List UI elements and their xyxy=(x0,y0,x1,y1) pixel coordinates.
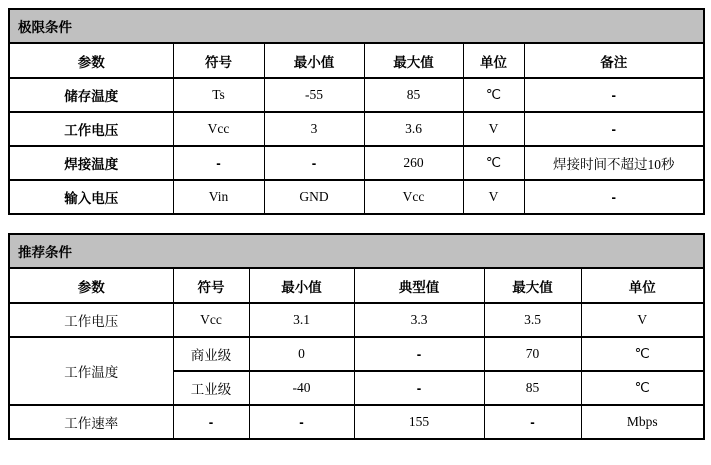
note-cell: - xyxy=(524,78,704,112)
max-cell: 3.6 xyxy=(364,112,463,146)
note-cell: - xyxy=(524,180,704,214)
min-cell: 3 xyxy=(264,112,364,146)
unit-cell: ℃ xyxy=(581,371,704,405)
col-header-note: 备注 xyxy=(524,43,704,78)
typ-cell: - xyxy=(354,337,484,371)
col-header-typ: 典型值 xyxy=(354,268,484,303)
typ-cell: 3.3 xyxy=(354,303,484,337)
col-header-max: 最大值 xyxy=(484,268,581,303)
col-header-param: 参数 xyxy=(9,43,173,78)
unit-cell: ℃ xyxy=(581,337,704,371)
param-cell: 工作电压 xyxy=(9,303,173,337)
param-cell: 焊接温度 xyxy=(9,146,173,180)
typ-cell: 155 xyxy=(354,405,484,439)
param-cell: 工作速率 xyxy=(9,405,173,439)
symbol-cell: Vcc xyxy=(173,112,264,146)
col-header-symbol: 符号 xyxy=(173,43,264,78)
col-header-param: 参数 xyxy=(9,268,173,303)
table-row xyxy=(9,303,704,337)
table-row xyxy=(9,78,704,112)
col-header-unit: 单位 xyxy=(463,43,524,78)
min-cell: 3.1 xyxy=(249,303,354,337)
grade-cell: 工业级 xyxy=(173,371,249,405)
symbol-cell: Vcc xyxy=(173,303,249,337)
max-cell: 260 xyxy=(364,146,463,180)
unit-cell: V xyxy=(463,112,524,146)
table-title-row xyxy=(9,9,704,43)
max-cell: 3.5 xyxy=(484,303,581,337)
param-cell: 输入电压 xyxy=(9,180,173,214)
note-cell: - xyxy=(524,112,704,146)
max-cell: Vcc xyxy=(364,180,463,214)
unit-cell: ℃ xyxy=(463,146,524,180)
symbol-cell: - xyxy=(173,405,249,439)
table-row xyxy=(9,180,704,214)
min-cell: 0 xyxy=(249,337,354,371)
max-cell: - xyxy=(484,405,581,439)
symbol-cell: Ts xyxy=(173,78,264,112)
unit-cell: ℃ xyxy=(463,78,524,112)
max-cell: 70 xyxy=(484,337,581,371)
table-title-row xyxy=(9,234,704,268)
grade-cell: 商业级 xyxy=(173,337,249,371)
unit-cell: V xyxy=(463,180,524,214)
table-row xyxy=(9,146,704,180)
col-header-unit: 单位 xyxy=(581,268,704,303)
max-cell: 85 xyxy=(484,371,581,405)
param-cell: 储存温度 xyxy=(9,78,173,112)
col-header-max: 最大值 xyxy=(364,43,463,78)
limit-conditions-table xyxy=(8,8,705,215)
table-row xyxy=(9,337,704,371)
unit-cell: V xyxy=(581,303,704,337)
param-cell: 工作电压 xyxy=(9,112,173,146)
table-row xyxy=(9,405,704,439)
min-cell: - xyxy=(249,405,354,439)
symbol-cell: Vin xyxy=(173,180,264,214)
min-cell: - xyxy=(264,146,364,180)
unit-cell: Mbps xyxy=(581,405,704,439)
typ-cell: - xyxy=(354,371,484,405)
min-cell: -55 xyxy=(264,78,364,112)
symbol-cell: - xyxy=(173,146,264,180)
header-row xyxy=(9,268,704,303)
col-header-symbol: 符号 xyxy=(173,268,249,303)
max-cell: 85 xyxy=(364,78,463,112)
min-cell: GND xyxy=(264,180,364,214)
param-cell: 工作温度 xyxy=(9,337,173,405)
col-header-min: 最小值 xyxy=(264,43,364,78)
header-row xyxy=(9,43,704,78)
recommended-conditions-table xyxy=(8,233,705,440)
col-header-min: 最小值 xyxy=(249,268,354,303)
recommend-table-title: 推荐条件 xyxy=(9,234,704,268)
note-cell: 焊接时间不超过10秒 xyxy=(524,146,704,180)
limit-table-title: 极限条件 xyxy=(9,9,704,43)
min-cell: -40 xyxy=(249,371,354,405)
table-row xyxy=(9,112,704,146)
